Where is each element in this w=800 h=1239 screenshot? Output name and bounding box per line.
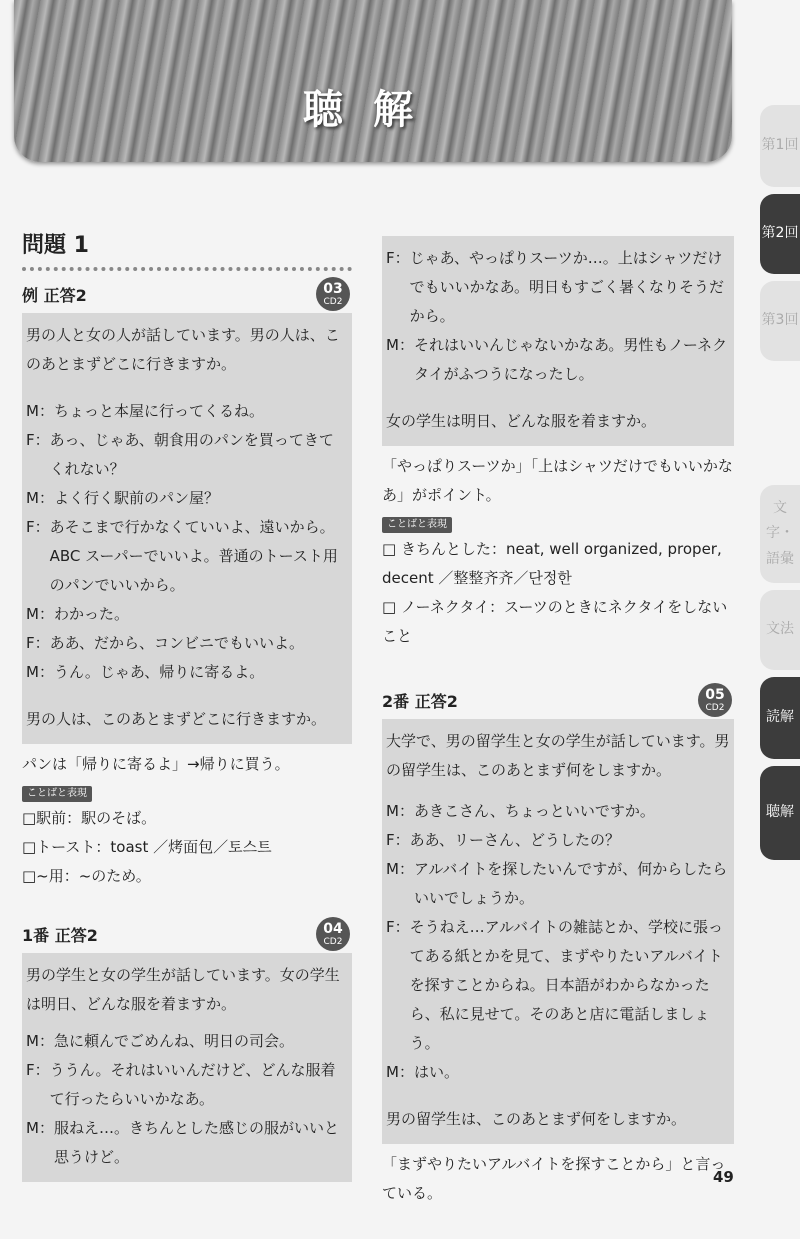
- vocab-item: □ ノーネクタイ：スーツのときにネクタイをしないこと: [382, 598, 728, 645]
- vocab-item: □トースト：toast ／烤面包／토스트: [22, 838, 272, 856]
- dialogue-line: F： あそこまで行かなくていいよ、遠いから。ABC スーパーでいいよ。普通のトースト用のパンでいいから。: [26, 518, 338, 594]
- left-column: [22, 228, 352, 1182]
- tab-round-3[interactable]: 第3回: [760, 281, 800, 361]
- tab-reading[interactable]: 読解: [760, 677, 800, 759]
- dialogue-line: F： ああ、だから、コンビニでもいいよ。: [26, 634, 305, 652]
- dialogue-line: F： そうねえ…アルバイトの雑誌とか、学校に張ってある紙とかを見て、まずやりたいアルバイトを探すことからね。日本語がわからなかったら、私に見せて。そのあと店に電話しましょう。: [386, 918, 723, 1052]
- dialogue-line: M： わかった。: [26, 605, 129, 623]
- dialogue-line: F： じゃあ、やっぱりスーツか…。上はシャツだけでもいいかなあ。明日もすごく暑くなりそうだから。: [386, 249, 725, 325]
- cd-track-icon: 05 CD2: [698, 683, 732, 717]
- dialogue-line: F： ああ、リーさん、どうしたの？: [386, 831, 620, 849]
- vocab-list: [22, 804, 352, 891]
- dialogue-line: F： あっ、じゃあ、朝食用のパンを買ってきてくれない？: [26, 431, 334, 478]
- tab-round-2[interactable]: 第2回: [760, 194, 800, 274]
- dialogue-line: M： 急に頼んでごめんね、明日の司会。: [26, 1032, 294, 1050]
- dialogue-line: M： あきこさん、ちょっといいですか。: [386, 802, 655, 820]
- tab-vocabulary[interactable]: 文字・語彙: [760, 485, 800, 583]
- q1-header: [22, 917, 352, 951]
- vocab-item: □駅前：駅のそば。: [22, 809, 157, 827]
- section-title: 問題 1: [22, 233, 89, 258]
- dotted-divider: [22, 267, 352, 271]
- dialogue-line: M： はい。: [386, 1063, 459, 1081]
- cd-track-icon: 04 CD2: [316, 917, 350, 951]
- vocab-item: □ きちんとした：neat, well organized, proper, decent ／整整齐齐／단정한: [382, 540, 722, 587]
- dialogue-line: M： 服ねえ…。きちんとした感じの服がいいと思うけど。: [26, 1119, 339, 1166]
- dialogue-line: M： それはいいんじゃないかなあ。男性もノーネクタイがふつうになったし。: [386, 336, 728, 383]
- example-intro: 男の人と女の人が話しています。男の人は、このあとまずどこに行きますか。: [26, 326, 340, 373]
- q1-intro: 男の学生と女の学生が話しています。女の学生は明日、どんな服を着ますか。: [26, 966, 340, 1013]
- dialogue-line: F： ううん。それはいいんだけど、どんな服着て行ったらいいかなあ。: [26, 1061, 336, 1108]
- q2-label: 2番 正答2: [382, 691, 458, 711]
- vocab-item: □~用：~のため。: [22, 867, 151, 885]
- dialogue-line: M： ちょっと本屋に行ってくるね。: [26, 402, 264, 420]
- example-label: 例 正答2: [22, 285, 87, 305]
- tab-round-1[interactable]: 第1回: [760, 105, 800, 187]
- q2-note: 「まずやりたいアルバイトを探すことから」と言っている。: [382, 1155, 726, 1202]
- page-number: 49: [713, 1168, 734, 1186]
- dialogue-line: M： アルバイトを探したいんですが、何からしたらいいでしょうか。: [386, 860, 728, 907]
- q1-note: 「やっぱりスーツか」「上はシャツだけでもいいかなあ」がポイント。: [382, 457, 733, 504]
- tab-grammar[interactable]: 文法: [760, 590, 800, 670]
- q1-transcript-continued: [382, 236, 734, 446]
- q1-transcript: [22, 953, 352, 1182]
- vocab-tag: ことばと表現: [382, 517, 452, 533]
- example-header: [22, 277, 352, 311]
- dialogue-line: M： うん。じゃあ、帰りに寄るよ。: [26, 663, 265, 681]
- q2-header: [382, 683, 734, 717]
- q1-label: 1番 正答2: [22, 925, 98, 945]
- tab-listening[interactable]: 聴解: [760, 766, 800, 860]
- q2-transcript: [382, 719, 734, 1144]
- chapter-title: 聴解: [303, 87, 443, 133]
- example-note: パンは「帰りに寄るよ」→帰りに買う。: [22, 755, 290, 773]
- dialogue-line: M： よく行く駅前のパン屋？: [26, 489, 219, 507]
- q1-question: 女の学生は明日、どんな服を着ますか。: [386, 412, 657, 430]
- cd-track-icon: 03 CD2: [316, 277, 350, 311]
- example-transcript: [22, 313, 352, 744]
- vocab-tag: ことばと表現: [22, 786, 92, 802]
- chapter-banner: [14, 0, 732, 162]
- right-column: [382, 236, 734, 1210]
- example-question: 男の人は、このあとまずどこに行きますか。: [26, 710, 327, 728]
- q2-question: 男の留学生は、このあとまず何をしますか。: [386, 1110, 687, 1128]
- vocab-list: [382, 535, 734, 651]
- q2-intro: 大学で、男の留学生と女の学生が話しています。男の留学生は、このあとまず何をしますか。: [386, 732, 730, 779]
